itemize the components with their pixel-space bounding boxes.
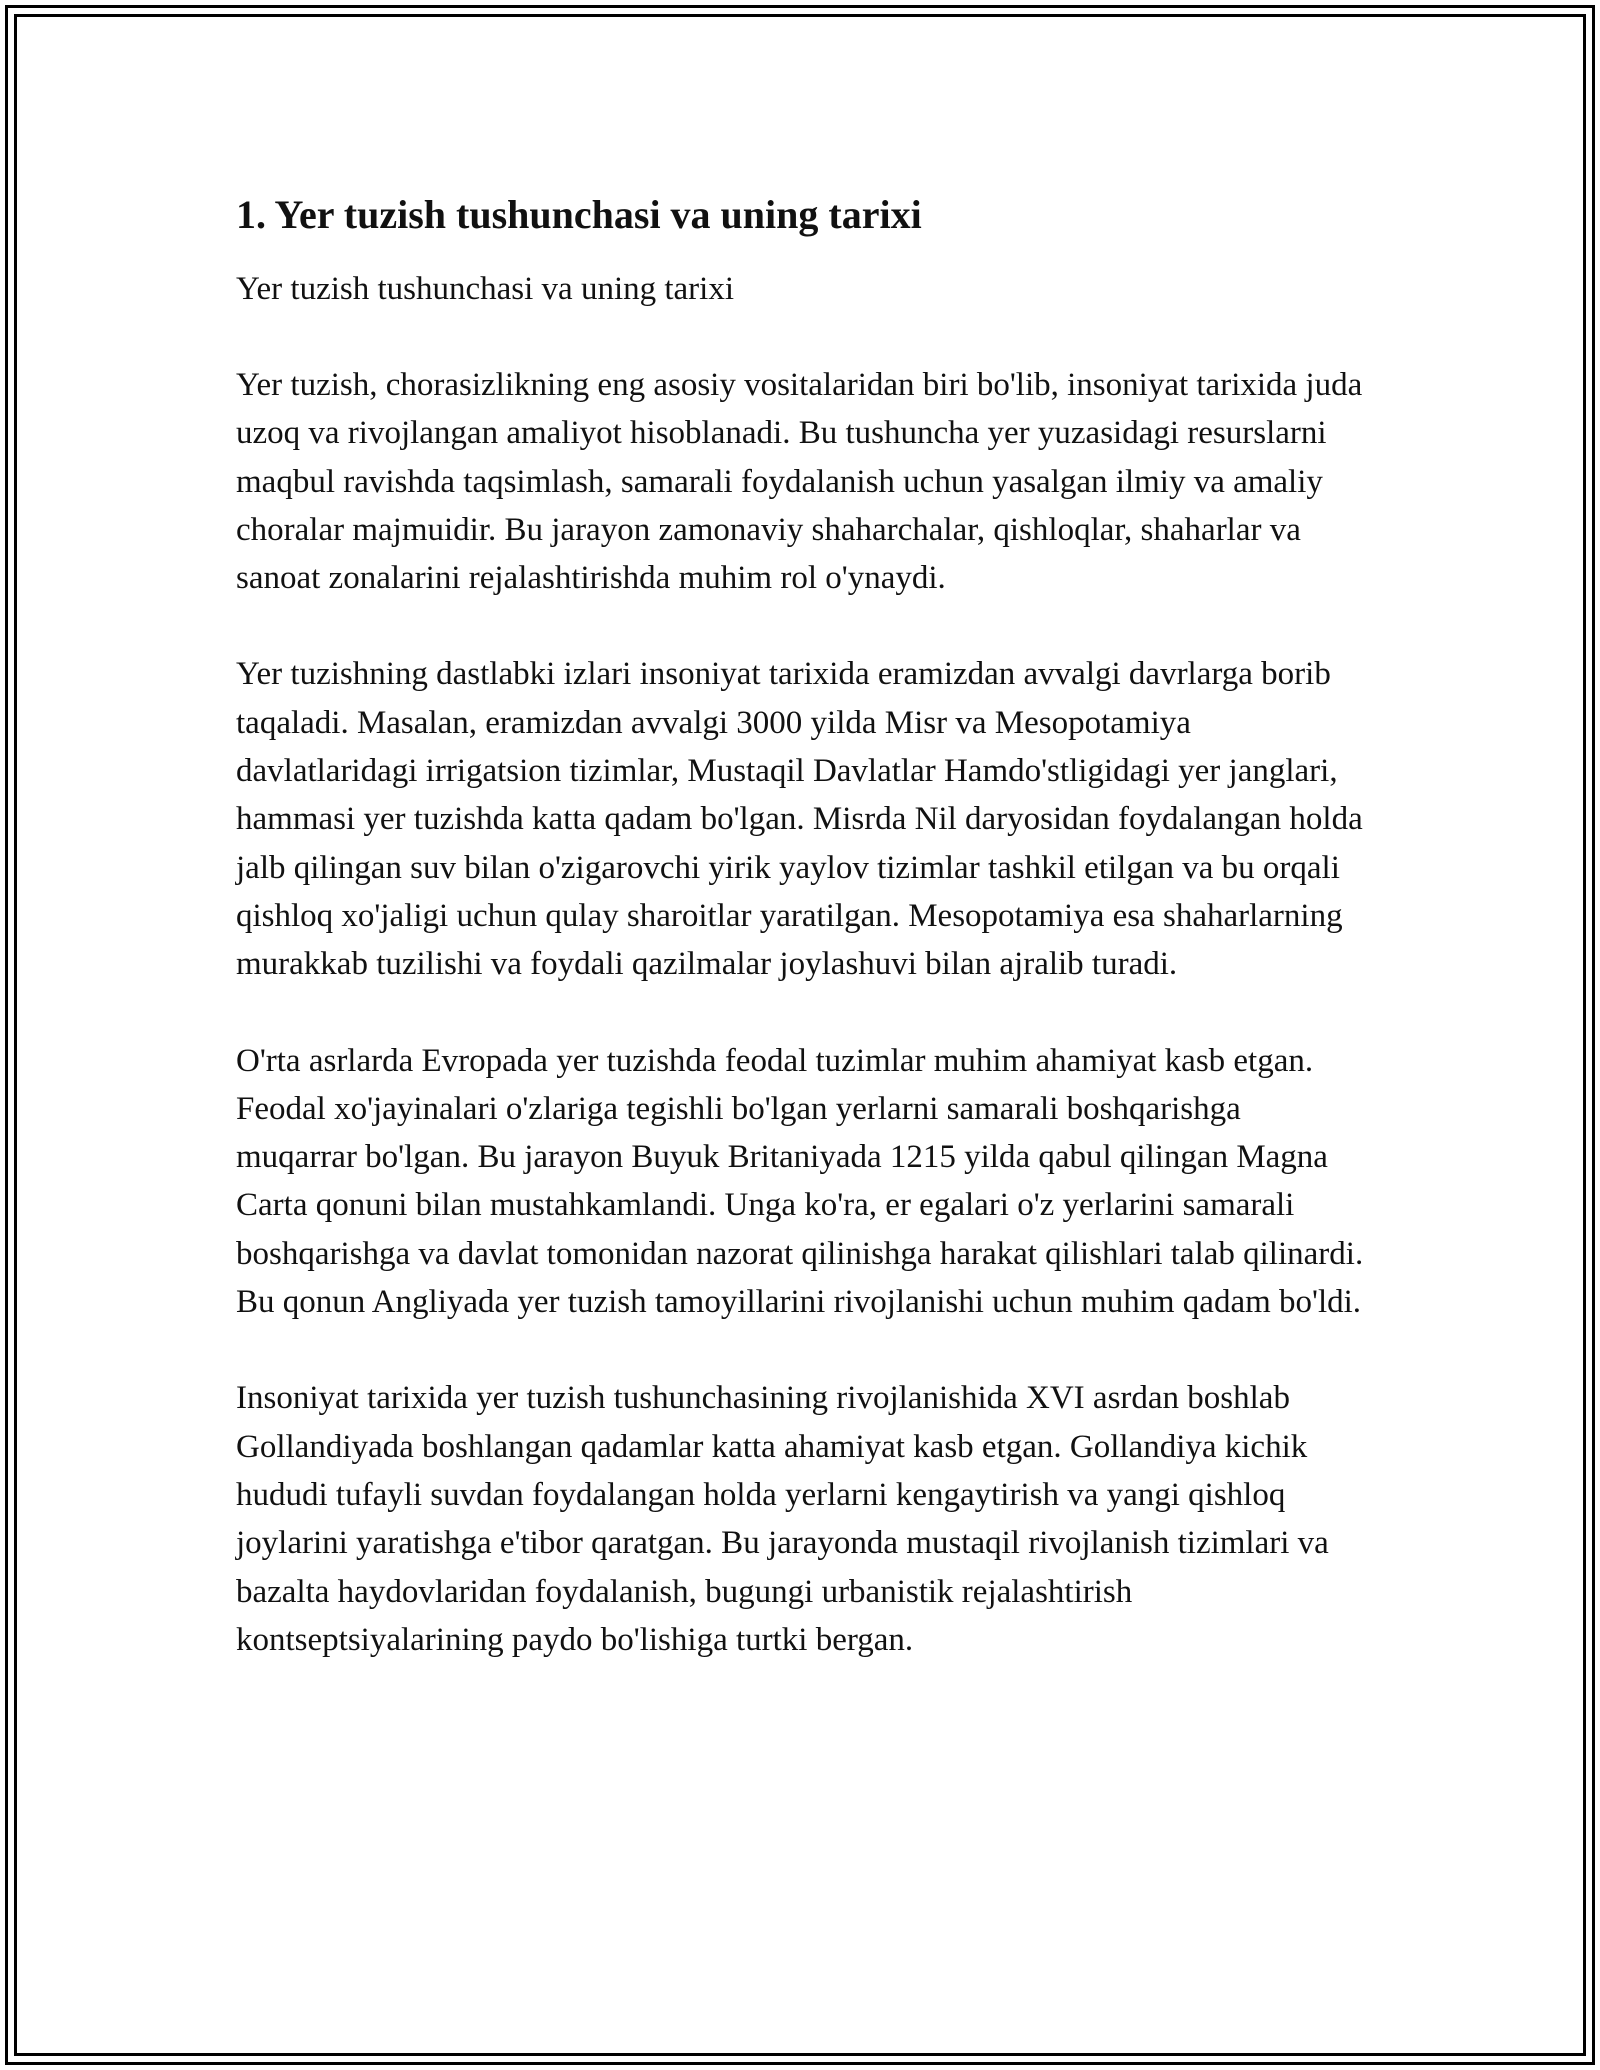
- paragraph-1: Yer tuzish, chorasizlikning eng asosiy vositalaridan biri bo'lib, insoniyat tarixida juda uzoq va rivojlangan amaliyot hisoblanadi. Bu tushuncha yer yuzasidagi resurslarni maqbul ravishda taqsimlash, samarali foydalanish uchun yasalgan ilmiy va amaliy choralar majmuidir. Bu jarayon zamonaviy shaharchalar, qishloqlar, shaharlar va sanoat zonalarini rejalashtirishda muhim rol o'ynaydi.: [236, 367, 1363, 597]
- document-body: [236, 190, 1366, 1712]
- section-subtitle: Yer tuzish tushunchasi va uning tarixi: [236, 271, 735, 307]
- paragraph-4: Insoniyat tarixida yer tuzish tushunchasining rivojlanishida XVI asrdan boshlab Gollandiyada boshlangan qadamlar katta ahamiyat kasb etgan. Gollandiya kichik hududi tufayli suvdan foydalangan holda yerlarni kengaytirish va yangi qishloq joylarini yaratishga e'tibor qaratgan. Bu jarayonda mustaqil rivojlanish tizimlari va bazalta haydovlaridan foydalanish, bugungi urbanistik rejalashtirish kontseptsiyalarining paydo bo'lishiga turtki bergan.: [236, 1380, 1329, 1658]
- paragraph-3: O'rta asrlarda Evropada yer tuzishda feodal tuzimlar muhim ahamiyat kasb etgan. Feodal xo'jayinalari o'zlariga tegishli bo'lgan yerlarni samarali boshqarishga muqarrar bo'lgan. Bu jarayon Buyuk Britaniyada 1215 yilda qabul qilingan Magna Carta qonuni bilan mustahkamlandi. Unga ko'ra, er egalari o'z yerlarini samarali boshqarishga va davlat tomonidan nazorat qilinishga harakat qilishlari talab qilinardi. Bu qonun Angliyada yer tuzish tamoyillarini rivojlanishi uchun muhim qadam bo'ldi.: [236, 1042, 1364, 1321]
- section-heading: 1. Yer tuzish tushunchasi va uning tarixi: [236, 192, 922, 237]
- paragraph-2: Yer tuzishning dastlabki izlari insoniyat tarixida eramizdan avvalgi davrlarga borib taqaladi. Masalan, eramizdan avvalgi 3000 yilda Misr va Mesopotamiya davlatlaridagi irrigatsion tizimlar, Mustaqil Davlatlar Hamdo'stligidagi yer janglari, hammasi yer tuzishda katta qadam bo'lgan. Misrda Nil daryosidan foydalangan holda jalb qilingan suv bilan o'zigarovchi yirik yaylov tizimlar tashkil etilgan va bu orqali qishloq xo'jaligi uchun qulay sharoitlar yaratilgan. Mesopotamiya esa shaharlarning murakkab tuzilishi va foydali qazilmalar joylashuvi bilan ajralib turadi.: [236, 656, 1363, 983]
